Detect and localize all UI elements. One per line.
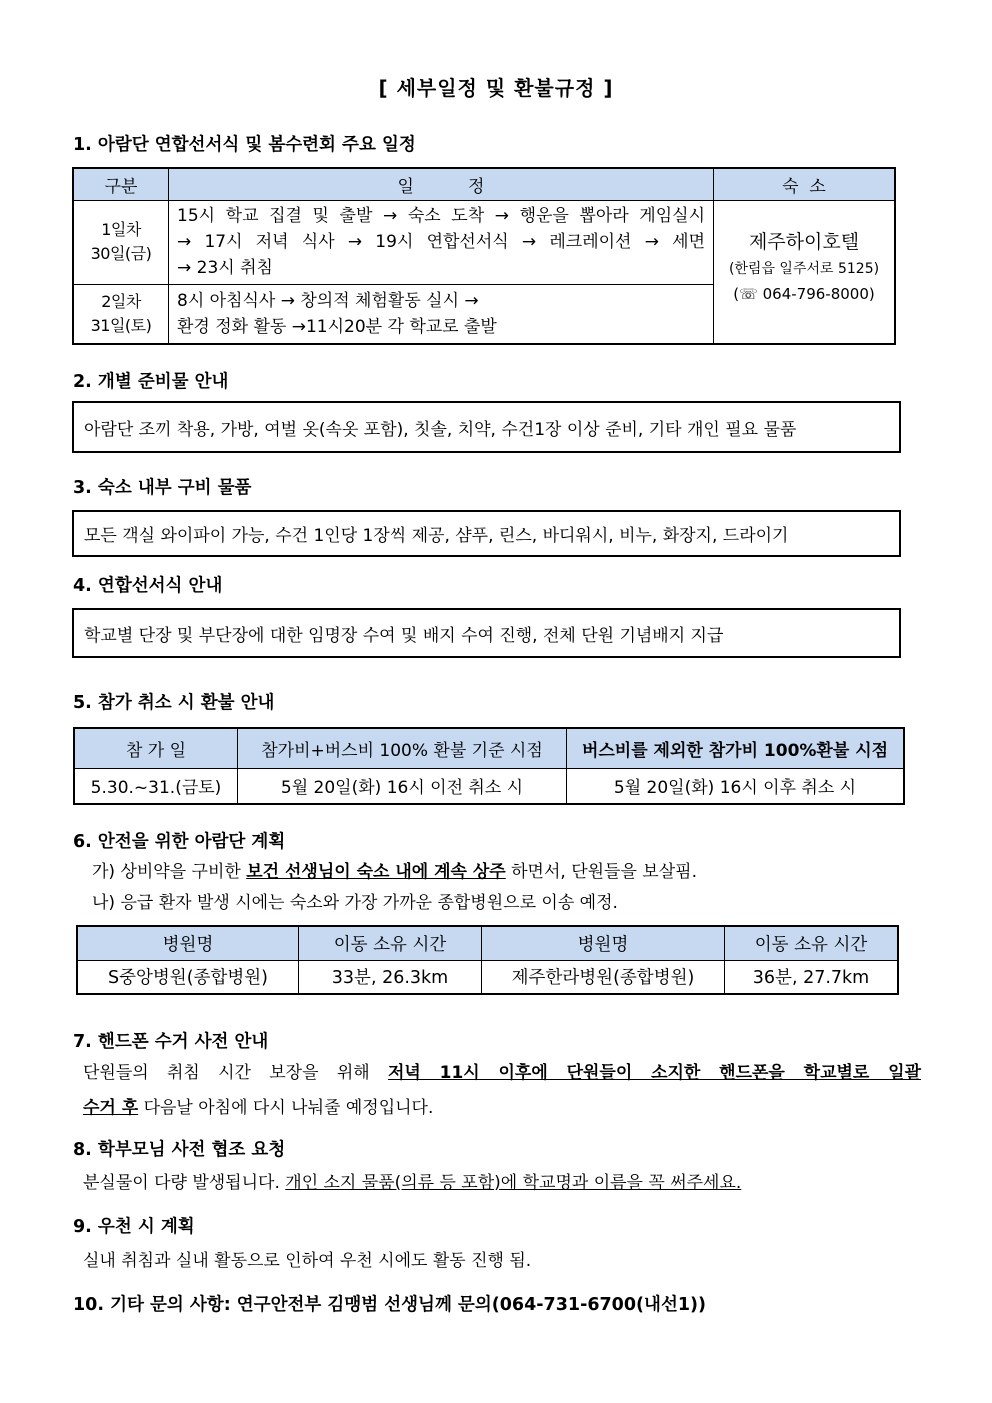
refund-header-partial: 버스비를 제외한 참가비 100%환불 시점	[567, 728, 905, 768]
refund-table	[73, 727, 905, 805]
hospital-header-time-2: 이동 소유 시간	[725, 926, 899, 960]
hospital-1-name: S중앙병원(종합병원)	[77, 960, 299, 994]
hospital-header-time: 이동 소유 시간	[299, 926, 482, 960]
hotel-phone: (☏ 064-796-8000)	[733, 284, 875, 303]
safety-a-emphasis: 보건 선생님이 숙소 내에 계속 상주	[246, 862, 506, 882]
day1-plan-line: 15시 학교 집결 및 출발 → 숙소 도착 → 행운을 뽑아라 게임실시	[177, 206, 705, 226]
amenities-text: 모든 객실 와이파이 가능, 수건 1인당 1장씩 제공, 샴푸, 린스, 바디워시, 비누, 화장지, 드라이기	[84, 526, 789, 546]
hotel-name: 제주하이호텔	[748, 230, 860, 253]
section-3-heading: 3. 숙소 내부 구비 물품	[73, 478, 252, 498]
phone-notice-text: 단원들의 취침 시간 보장을 위해	[83, 1063, 388, 1083]
section-6-heading: 6. 안전을 위한 아람단 계획	[73, 832, 286, 852]
table-row	[74, 768, 904, 804]
day2-cell	[73, 284, 169, 344]
amenities-box	[72, 510, 901, 557]
supplies-text: 아람단 조끼 착용, 가방, 여벌 옷(속옷 포함), 칫솔, 치약, 수건1장 이상 준비, 기타 개인 필요 물품	[84, 419, 797, 440]
day2-plan	[169, 284, 714, 344]
page-title: [ 세부일정 및 환불규정 ]	[378, 76, 614, 100]
hospital-table	[76, 925, 899, 995]
hospital-header-name: 병원명	[77, 926, 299, 960]
day1-plan-line: → 23시 취침	[177, 258, 273, 278]
phone-notice-text-2: 다음날 아침에 다시 나눠줄 예정입니다.	[138, 1098, 434, 1118]
day2-plan-line: 8시 아침식사 → 창의적 체험활동 실시 →	[177, 290, 479, 311]
lodging-cell	[714, 200, 896, 344]
safety-a-text: 가) 상비약을 구비한	[92, 862, 247, 882]
day1-label: 1일차	[101, 220, 141, 239]
hospital-2-time: 36분, 27.7km	[725, 960, 899, 994]
refund-date: 5.30.~31.(금토)	[74, 768, 238, 804]
refund-header-full: 참가비+버스비 100% 환불 기준 시점	[238, 728, 567, 768]
schedule-table	[72, 167, 896, 345]
phone-notice-emphasis: 저녁 11시 이후에 단원들이 소지한 핸드폰을 학교별로 일괄	[387, 1063, 921, 1083]
table-row	[73, 200, 895, 284]
hospital-header-name-2: 병원명	[482, 926, 725, 960]
day1-plan-line: → 17시 저녁 식사 → 19시 연합선서식 → 레크레이션 → 세면	[177, 232, 705, 252]
parent-request-text: 분실물이 다량 발생됩니다.	[83, 1173, 286, 1193]
parent-request-emphasis: 개인 소지 물품(의류 등 포함)에 학교명과 이름을 꼭 써주세요.	[285, 1173, 742, 1193]
safety-item-a	[92, 857, 697, 882]
ceremony-box	[72, 608, 901, 658]
supplies-box	[72, 401, 901, 453]
rain-plan-text: 실내 취침과 실내 활동으로 인하여 우천 시에도 활동 진행 됨.	[83, 1251, 532, 1271]
schedule-header-day: 구분	[73, 168, 169, 200]
ceremony-text: 학교별 단장 및 부단장에 대한 임명장 수여 및 배지 수여 진행, 전체 단원 기념배지 지급	[84, 625, 724, 646]
day2-plan-line: 환경 정화 활동 →11시20분 각 학교로 출발	[177, 316, 497, 337]
phone-notice-line-1	[83, 1058, 921, 1083]
hospital-2-name: 제주한라병원(종합병원)	[482, 960, 725, 994]
phone-notice-line-2	[83, 1093, 433, 1118]
day1-cell	[73, 200, 169, 284]
section-10-heading: 10. 기타 문의 사항: 연구안전부 김맹범 선생님께 문의(064-731-6700(내선1))	[73, 1295, 707, 1315]
hotel-address: (한림읍 일주서로 5125)	[728, 260, 880, 277]
refund-full: 5월 20일(화) 16시 이전 취소 시	[238, 768, 567, 804]
schedule-header-plan: 일 정	[169, 168, 714, 200]
section-2-heading: 2. 개별 준비물 안내	[73, 372, 229, 392]
phone-notice-emphasis-2: 수거 후	[83, 1098, 139, 1118]
section-4-heading: 4. 연합선서식 안내	[73, 576, 223, 596]
day1-plan	[169, 200, 714, 284]
hospital-1-time: 33분, 26.3km	[299, 960, 482, 994]
schedule-header-lodging: 숙 소	[714, 168, 896, 200]
section-8-heading: 8. 학부모님 사전 협조 요청	[73, 1140, 286, 1160]
safety-item-b: 나) 응급 환자 발생 시에는 숙소와 가장 가까운 종합병원으로 이송 예정.	[92, 893, 618, 913]
day2-label: 2일차	[101, 291, 141, 311]
section-9-heading: 9. 우천 시 계획	[73, 1217, 195, 1237]
table-row	[77, 960, 898, 994]
refund-partial: 5월 20일(화) 16시 이후 취소 시	[567, 768, 905, 804]
day1-date: 30일(금)	[90, 244, 152, 263]
parent-request	[83, 1168, 741, 1193]
section-5-heading: 5. 참가 취소 시 환불 안내	[73, 693, 275, 713]
safety-a-text-end: 하면서, 단원들을 보살핌.	[505, 862, 697, 882]
day2-date: 31일(토)	[90, 315, 152, 335]
section-7-heading: 7. 핸드폰 수거 사전 안내	[73, 1032, 269, 1052]
refund-header-date: 참 가 일	[74, 728, 238, 768]
section-1-heading: 1. 아람단 연합선서식 및 봄수련회 주요 일정	[73, 135, 416, 155]
